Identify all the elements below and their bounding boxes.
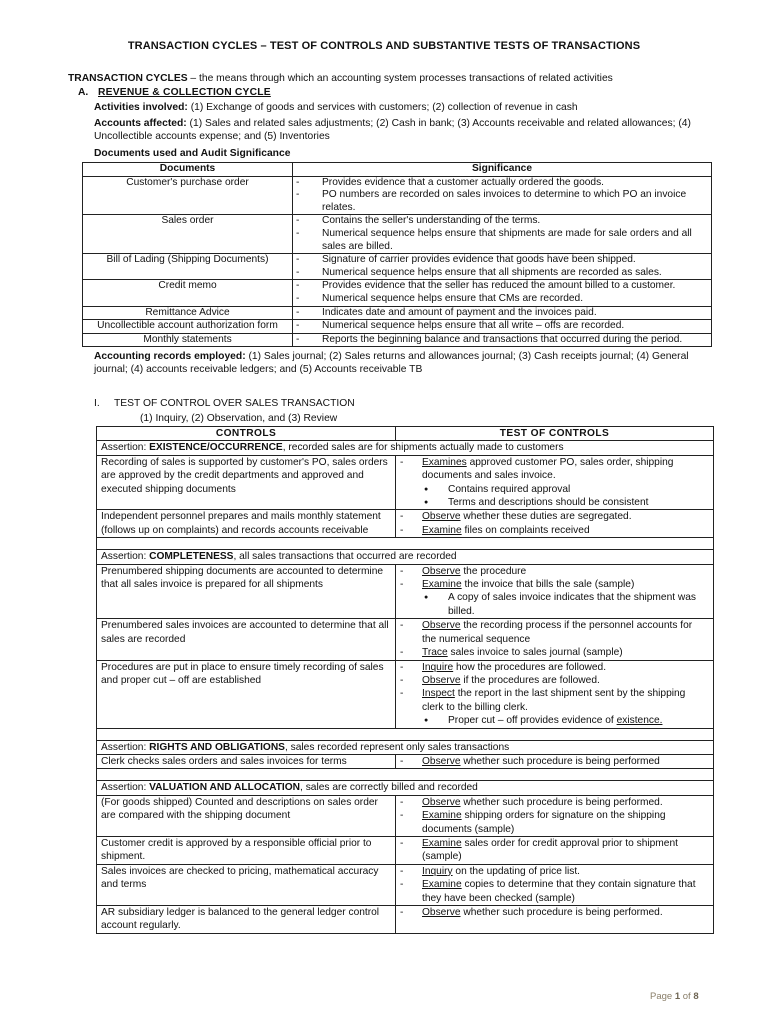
dash-marker: - — [400, 579, 404, 591]
dash-marker: - — [400, 879, 404, 891]
test-item — [400, 809, 709, 836]
control-description: Recording of sales is supported by customer's PO, sales orders are approved by the credit departments and approved and executed shipping documents — [97, 455, 396, 510]
test-detail: the procedure — [460, 565, 527, 577]
control-tests — [396, 564, 714, 619]
test-emphasis: existence. — [616, 715, 663, 727]
spacer-row — [97, 538, 714, 550]
document-name: Remittance Advice — [83, 306, 293, 320]
document-significance — [293, 320, 712, 334]
test-text — [422, 565, 709, 578]
test-verb: Observe — [422, 674, 461, 686]
control-row — [97, 754, 714, 768]
control-description: Prenumbered shipping documents are accounted to determine that all sales invoice is prepared for all shipments — [97, 564, 396, 619]
test-verb: Observe — [422, 511, 461, 523]
footer-page-total: 8 — [693, 991, 699, 1002]
test-item — [400, 565, 709, 578]
test-text — [422, 524, 709, 537]
test-item — [400, 878, 709, 905]
assertion-prefix: Assertion: — [101, 442, 150, 454]
spacer-cell — [97, 728, 714, 740]
document-name: Uncollectible account authorization form — [83, 320, 293, 334]
control-tests — [396, 510, 714, 538]
test-text — [422, 674, 709, 687]
assertion-name: VALUATION AND ALLOCATION — [149, 782, 301, 794]
control-tests — [396, 754, 714, 768]
section-a-heading — [78, 86, 718, 99]
test-item — [400, 865, 709, 878]
accounts-text: (1) Sales and related sales adjustments; (2) Cash in bank; (3) Accounts receivable and related allowances; (4) Uncollectible accounts expense; and (5) Inventories — [94, 118, 691, 142]
test-item — [400, 906, 709, 919]
test-item — [400, 456, 709, 483]
test-text — [422, 865, 709, 878]
dash-marker: - — [400, 865, 404, 877]
test-verb: Observe — [422, 755, 461, 767]
assertion-text: , all sales transactions that occurred are recorded — [233, 551, 457, 563]
bullet-icon: ● — [424, 717, 429, 725]
assertion-name: COMPLETENESS — [149, 551, 234, 563]
assertion-text: , sales recorded represent only sales transactions — [284, 741, 510, 753]
significance-text: Provides evidence that a customer actually ordered the goods. — [322, 176, 605, 188]
control-tests — [396, 795, 714, 836]
test-text — [422, 619, 709, 646]
significance-item — [296, 320, 708, 333]
assertion-cell — [97, 781, 714, 795]
control-tests — [396, 836, 714, 864]
footer-page-word: Page — [650, 991, 675, 1002]
dash-marker: - — [400, 620, 404, 632]
spacer-cell — [97, 538, 714, 550]
document-significance — [293, 215, 712, 254]
dash-marker: - — [400, 810, 404, 822]
documents-column-header: Documents — [83, 163, 293, 177]
dash-marker: - — [400, 837, 404, 849]
test-item — [400, 524, 709, 537]
test-text — [422, 687, 709, 714]
significance-item — [296, 280, 708, 293]
significance-text: Numerical sequence helps ensure that CMs are recorded. — [322, 292, 584, 304]
document-name: Credit memo — [83, 280, 293, 306]
significance-text: Indicates date and amount of payment and the invoices paid. — [322, 306, 597, 318]
section-1-subheading: (1) Inquiry, (2) Observation, and (3) Review — [140, 413, 338, 424]
test-item — [400, 796, 709, 809]
assertion-row — [97, 781, 714, 795]
controls-table — [96, 426, 714, 934]
test-verb: Inspect — [422, 688, 455, 700]
document-row — [83, 306, 712, 320]
significance-item — [296, 177, 708, 190]
document-row — [83, 176, 712, 215]
control-tests — [396, 906, 714, 934]
test-detail: sales order for credit approval prior to shipment (sample) — [422, 837, 678, 863]
dash-marker: - — [400, 755, 404, 767]
document-name: Monthly statements — [83, 333, 293, 347]
test-item — [400, 578, 709, 591]
dash-marker: - — [296, 254, 300, 266]
section-a-number: A. — [78, 87, 89, 98]
significance-text: Contains the seller's understanding of the terms. — [322, 215, 541, 227]
control-description: Procedures are put in place to ensure timely recording of sales and proper cut – off are established — [97, 660, 396, 728]
document-significance — [293, 254, 712, 280]
significance-item — [296, 293, 708, 306]
test-text — [422, 646, 709, 659]
dash-marker: - — [296, 227, 300, 239]
test-of-controls-column-header: TEST OF CONTROLS — [396, 427, 714, 441]
test-detail: on the updating of price list. — [452, 865, 581, 877]
test-text — [448, 591, 709, 618]
test-detail: shipping orders for signature on the shipping documents (sample) — [422, 810, 666, 835]
test-text — [422, 510, 709, 523]
assertion-row — [97, 441, 714, 455]
dash-marker: - — [296, 189, 300, 201]
accounts-paragraph — [94, 117, 714, 143]
intro-paragraph — [68, 72, 708, 85]
test-verb: Examine — [422, 837, 462, 849]
dash-marker: - — [400, 674, 404, 686]
page-title: TRANSACTION CYCLES – TEST OF CONTROLS AND SUBSTANTIVE TESTS OF TRANSACTIONS — [127, 40, 641, 52]
test-verb: Observe — [422, 565, 461, 577]
control-description: Sales invoices are checked to pricing, mathematical accuracy and terms — [97, 864, 396, 905]
test-item — [400, 755, 709, 768]
dash-marker: - — [296, 266, 300, 278]
activities-label: Activities involved: — [94, 102, 188, 113]
test-subitem — [400, 591, 709, 618]
test-text — [448, 714, 709, 727]
significance-text: Numerical sequence helps ensure that shipments are made for sale orders and all sales are billed. — [322, 227, 692, 252]
document-row — [83, 280, 712, 306]
test-item — [400, 510, 709, 523]
assertion-prefix: Assertion: — [101, 551, 150, 563]
test-text — [422, 878, 709, 905]
test-verb: Examine — [422, 879, 462, 891]
test-text — [422, 755, 709, 768]
assertion-cell — [97, 441, 714, 455]
significance-column-header: Significance — [293, 163, 712, 177]
significance-text: Reports the beginning balance and transactions that occurred during the period. — [322, 333, 683, 345]
intro-text: – the means through which an accounting system processes transactions of related activities — [187, 73, 613, 84]
control-description: AR subsidiary ledger is balanced to the general ledger control account regularly. — [97, 906, 396, 934]
control-description: (For goods shipped) Counted and descriptions on sales order are compared with the shipping document — [97, 795, 396, 836]
document-name: Sales order — [83, 215, 293, 254]
records-label: Accounting records employed: — [94, 351, 246, 362]
test-verb: Examine — [422, 524, 462, 536]
test-detail: the recording process if the personnel accounts for the numerical sequence — [422, 620, 693, 645]
assertion-row — [97, 740, 714, 754]
control-row — [97, 510, 714, 538]
dash-marker: - — [400, 565, 404, 577]
spacer-cell — [97, 769, 714, 781]
significance-text: PO numbers are recorded on sales invoices to determine to which PO an invoice relates. — [322, 189, 687, 213]
control-description: Customer credit is approved by a responsible official prior to shipment. — [97, 836, 396, 864]
records-paragraph — [94, 350, 714, 376]
test-text — [422, 578, 709, 591]
assertion-cell — [97, 740, 714, 754]
test-subitem — [400, 483, 709, 496]
dash-marker: - — [296, 306, 300, 318]
document-row — [83, 333, 712, 347]
control-description: Clerk checks sales orders and sales invoices for terms — [97, 754, 396, 768]
significance-item — [296, 189, 708, 214]
intro-term: TRANSACTION CYCLES — [68, 73, 188, 84]
documents-heading: Documents used and Audit Significance — [94, 148, 291, 159]
test-detail: Proper cut – off provides evidence of — [448, 715, 617, 727]
control-tests — [396, 864, 714, 905]
significance-item — [296, 254, 708, 267]
significance-text: Signature of carrier provides evidence that goods have been shipped. — [322, 254, 636, 266]
document-significance — [293, 333, 712, 347]
test-text — [422, 809, 709, 836]
bullet-icon: ● — [424, 499, 429, 507]
test-text — [448, 496, 709, 509]
assertion-cell — [97, 550, 714, 564]
test-subitem — [400, 714, 709, 727]
significance-text: Numerical sequence helps ensure that all shipments are recorded as sales. — [322, 266, 662, 278]
section-1-number: I. — [94, 398, 100, 409]
control-tests — [396, 660, 714, 728]
control-row — [97, 836, 714, 864]
test-detail: Terms and descriptions should be consistent — [448, 497, 649, 509]
control-row — [97, 795, 714, 836]
test-text — [422, 837, 709, 864]
control-row — [97, 864, 714, 905]
document-row — [83, 254, 712, 280]
significance-item — [296, 307, 708, 320]
test-verb: Observe — [422, 796, 461, 808]
test-detail: the report in the last shipment sent by the shipping clerk to the billing clerk. — [422, 688, 686, 713]
test-detail: the invoice that bills the sale (sample) — [461, 579, 635, 591]
significance-text: Provides evidence that the seller has reduced the amount billed to a customer. — [322, 280, 676, 292]
dash-marker: - — [400, 796, 404, 808]
control-tests — [396, 619, 714, 660]
activities-text: (1) Exchange of goods and services with customers; (2) collection of revenue in cash — [187, 102, 578, 113]
test-verb: Observe — [422, 620, 461, 632]
control-row — [97, 906, 714, 934]
control-row — [97, 660, 714, 728]
page-footer — [650, 990, 699, 1003]
bullet-icon: ● — [424, 594, 429, 602]
test-verb: Examines — [422, 456, 467, 468]
test-text — [448, 483, 709, 496]
significance-item — [296, 334, 708, 347]
test-detail: whether such procedure is being performed. — [460, 907, 663, 918]
test-verb: Inquire — [422, 661, 454, 673]
dash-marker: - — [296, 320, 300, 332]
test-detail: A copy of sales invoice indicates that the shipment was billed. — [448, 592, 697, 617]
test-subitem — [400, 496, 709, 509]
assertion-row — [97, 550, 714, 564]
bullet-icon: ● — [424, 485, 429, 493]
dash-marker: - — [400, 524, 404, 536]
test-text — [422, 456, 709, 483]
section-1-title: TEST OF CONTROL OVER SALES TRANSACTION — [114, 398, 355, 409]
footer-page-number: 1 — [674, 991, 681, 1002]
test-text — [422, 661, 709, 674]
document-row — [83, 320, 712, 334]
footer-of-word: of — [680, 991, 694, 1002]
dash-marker: - — [400, 456, 404, 468]
test-detail: whether such procedure is being performed — [460, 755, 660, 767]
significance-item — [296, 228, 708, 253]
dash-marker: - — [400, 661, 404, 673]
significance-item — [296, 267, 708, 280]
dash-marker: - — [296, 280, 300, 292]
test-detail: if the procedures are followed. — [460, 674, 600, 686]
test-text — [422, 906, 709, 919]
test-item — [400, 837, 709, 864]
control-row — [97, 619, 714, 660]
significance-text: Numerical sequence helps ensure that all write – offs are recorded. — [322, 320, 625, 332]
control-row — [97, 455, 714, 510]
assertion-name: RIGHTS AND OBLIGATIONS — [149, 741, 285, 753]
controls-column-header: CONTROLS — [97, 427, 396, 441]
test-verb: Inquiry — [422, 865, 453, 877]
test-detail: sales invoice to sales journal (sample) — [447, 647, 623, 659]
document-significance — [293, 176, 712, 215]
section-a-title: REVENUE & COLLECTION CYCLE — [98, 87, 271, 98]
test-detail: whether such procedure is being performed. — [460, 796, 663, 808]
records-text: (1) Sales journal; (2) Sales returns and allowances journal; (3) Cash receipts journal; (4) General journal; (4) accounts receivable ledgers; and (5) Accounts receivable TB — [94, 351, 689, 375]
dash-marker: - — [296, 333, 300, 345]
test-item — [400, 646, 709, 659]
test-detail: whether these duties are segregated. — [460, 511, 632, 523]
document-significance — [293, 280, 712, 306]
test-detail: copies to determine that they contain signature that they have been checked (sample) — [422, 879, 696, 904]
dash-marker: - — [296, 215, 300, 227]
test-item — [400, 619, 709, 646]
assertion-name: EXISTENCE/OCCURRENCE — [149, 442, 283, 454]
test-verb: Trace — [422, 647, 448, 659]
control-description: Prenumbered sales invoices are accounted to determine that all sales are recorded — [97, 619, 396, 660]
assertion-text: , sales are correctly billed and recorded — [300, 782, 478, 794]
test-item — [400, 687, 709, 714]
test-item — [400, 661, 709, 674]
documents-table — [82, 162, 712, 347]
dash-marker: - — [400, 511, 404, 523]
section-1-heading — [94, 397, 734, 410]
dash-marker: - — [400, 907, 404, 918]
test-detail: Contains required approval — [448, 483, 571, 495]
dash-marker: - — [296, 292, 300, 304]
document-name: Bill of Lading (Shipping Documents) — [83, 254, 293, 280]
document-row — [83, 215, 712, 254]
dash-marker: - — [400, 688, 404, 700]
assertion-prefix: Assertion: — [101, 782, 150, 794]
test-detail: files on complaints received — [461, 524, 590, 536]
test-detail: how the procedures are followed. — [453, 661, 607, 673]
activities-paragraph — [94, 101, 714, 114]
spacer-row — [97, 728, 714, 740]
control-row — [97, 564, 714, 619]
accounts-label: Accounts affected: — [94, 118, 187, 129]
dash-marker: - — [400, 647, 404, 659]
assertion-text: , recorded sales are for shipments actually made to customers — [282, 442, 564, 454]
spacer-row — [97, 769, 714, 781]
test-item — [400, 674, 709, 687]
test-verb: Observe — [422, 907, 461, 918]
dash-marker: - — [296, 176, 300, 188]
document-significance — [293, 306, 712, 320]
control-description: Independent personnel prepares and mails monthly statement (follows up on complaints) and records accounts receivable — [97, 510, 396, 538]
control-tests — [396, 455, 714, 510]
significance-item — [296, 215, 708, 228]
test-detail: approved customer PO, sales order, shipping documents and sales invoice. — [422, 456, 674, 482]
test-text — [422, 796, 709, 809]
assertion-prefix: Assertion: — [101, 741, 150, 753]
test-verb: Examine — [422, 579, 462, 591]
document-name: Customer's purchase order — [83, 176, 293, 215]
test-verb: Examine — [422, 810, 462, 822]
